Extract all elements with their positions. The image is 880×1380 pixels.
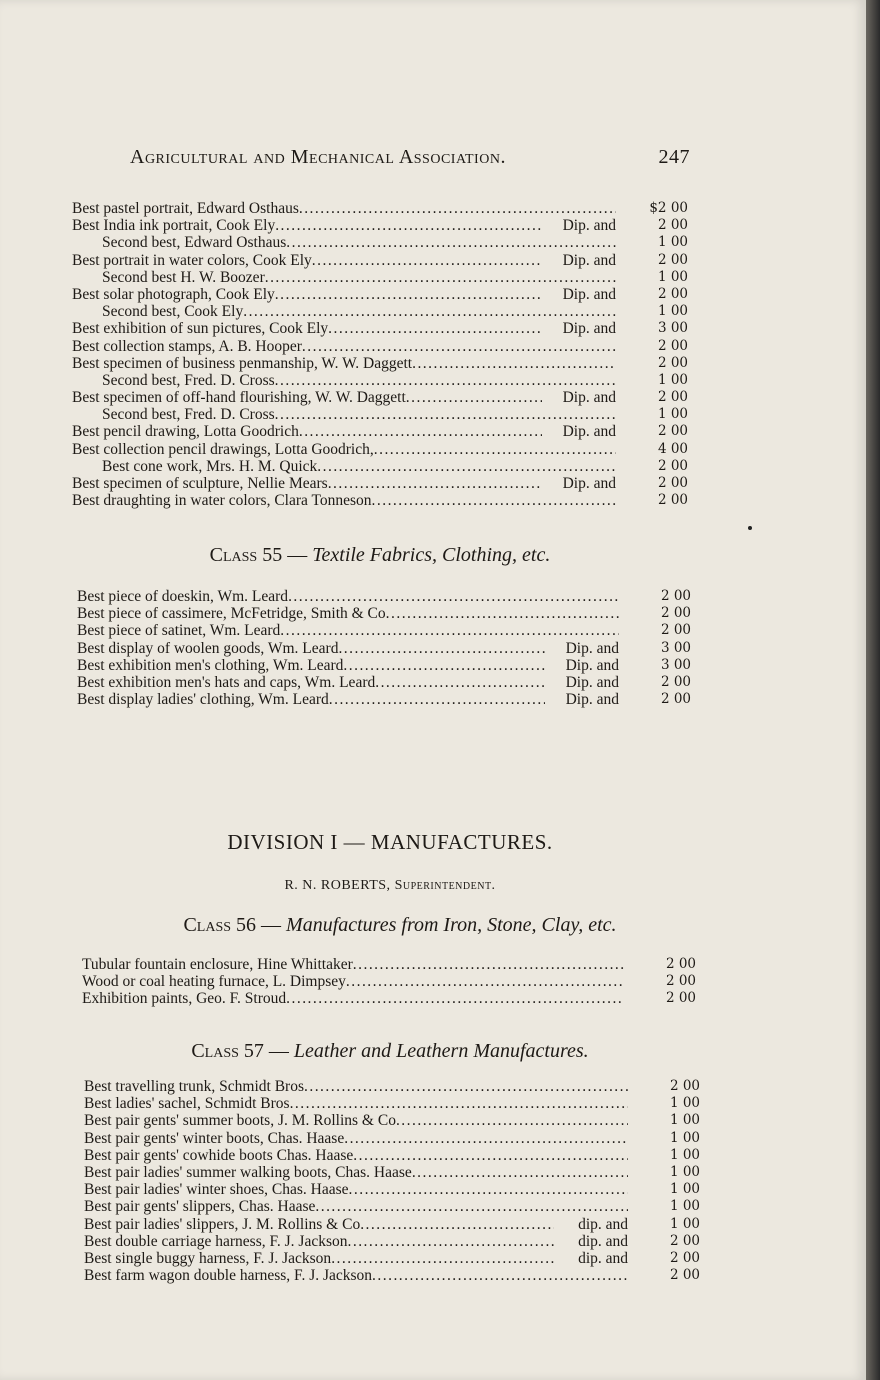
award-amount: 1 00 <box>669 1146 700 1163</box>
award-amount: 1 00 <box>669 1198 700 1215</box>
award-description: Best specimen of business penmanship, W. W. Daggett . . . <box>72 355 616 372</box>
award-description: Second best, Fred. D. Cross . . . <box>102 406 616 423</box>
award-note: Dip. and <box>562 285 616 303</box>
award-description: Best pair ladies' winter shoes, Chas. Haase . . . <box>84 1181 628 1198</box>
award-row <box>82 956 696 973</box>
award-description: Best India ink portrait, Cook Ely . . . <box>72 217 542 234</box>
award-description: Best specimen of sculpture, Nellie Mears . . . <box>72 475 542 492</box>
award-amount: 2 00 <box>665 973 696 990</box>
award-description: Best collection stamps, A. B. Hooper . . . <box>72 338 616 355</box>
award-description: Best exhibition of sun pictures, Cook Ely . . . <box>72 320 542 337</box>
award-amount: 3 00 <box>660 656 691 673</box>
award-row <box>82 990 696 1007</box>
award-description: Best piece of satinet, Wm. Leard . . . <box>77 622 619 639</box>
award-amount: 1 00 <box>669 1163 700 1180</box>
award-row <box>72 200 688 217</box>
award-row <box>84 1164 700 1181</box>
award-note: Dip. and <box>565 639 619 657</box>
award-description: Wood or coal heating furnace, L. Dimpsey . . . <box>82 973 624 990</box>
award-row <box>77 605 691 622</box>
award-description: Second best H. W. Boozer . . . <box>102 269 616 286</box>
award-description: Second best, Fred. D. Cross . . . <box>102 372 616 389</box>
page-edge-shadow <box>866 0 880 1380</box>
award-description: Best portrait in water colors, Cook Ely . . . <box>72 252 542 269</box>
award-amount: 2 00 <box>657 285 688 302</box>
award-amount: 2 00 <box>657 475 688 491</box>
award-row <box>84 1198 700 1215</box>
award-row <box>72 252 688 269</box>
award-note: dip. and <box>578 1232 628 1250</box>
class-56-label: Class 56 — <box>183 914 282 936</box>
running-head-title: Agricultural and Mechanical Association. <box>130 146 506 168</box>
award-row <box>84 1130 700 1147</box>
award-description: Best cone work, Mrs. H. M. Quick . . . <box>102 458 616 475</box>
award-row <box>77 640 691 657</box>
award-note: Dip. and <box>565 673 619 691</box>
award-description: Best pair gents' cowhide boots Chas. Haase . . . <box>84 1147 628 1164</box>
award-amount: 2 00 <box>660 622 691 639</box>
award-description: Best exhibition men's hats and caps, Wm. Leard . . . <box>77 674 545 691</box>
award-description: Best ladies' sachel, Schmidt Bros . . . <box>84 1095 628 1112</box>
award-description: Tubular fountain enclosure, Hine Whittaker . . . <box>82 956 624 973</box>
award-row <box>72 286 688 303</box>
superintendent-role: Superintendent. <box>394 878 496 893</box>
award-amount: 1 00 <box>669 1112 700 1129</box>
award-amount: 2 00 <box>660 588 691 604</box>
award-row <box>84 1216 700 1233</box>
award-amount: 2 00 <box>669 1249 700 1266</box>
award-row <box>84 1181 700 1198</box>
award-amount: 2 00 <box>657 354 688 371</box>
award-amount: 2 00 <box>669 1267 700 1284</box>
award-description: Best pencil drawing, Lotta Goodrich . . . <box>72 423 542 440</box>
award-note: dip. and <box>578 1249 628 1267</box>
award-amount: 2 00 <box>657 251 688 268</box>
award-row <box>77 588 691 605</box>
award-row <box>72 492 688 509</box>
award-note: Dip. and <box>562 217 616 235</box>
award-description: Best farm wagon double harness, F. J. Jackson . . . <box>84 1267 628 1284</box>
award-description: Best pair gents' summer boots, J. M. Rollins & Co . . . <box>84 1112 628 1129</box>
award-row <box>77 674 691 691</box>
award-description: Best pair ladies' summer walking boots, Chas. Haase . . . <box>84 1164 628 1181</box>
award-description: Best draughting in water colors, Clara Tonneson . . . <box>72 492 616 509</box>
award-amount: 2 00 <box>669 1232 700 1249</box>
award-amount: 2 00 <box>657 217 688 234</box>
award-amount: 1 00 <box>657 406 688 423</box>
award-row <box>72 234 688 251</box>
award-amount: 2 00 <box>657 337 688 354</box>
award-amount: 2 00 <box>657 457 688 474</box>
award-note: Dip. and <box>565 656 619 674</box>
award-row <box>72 355 688 372</box>
award-row <box>84 1267 700 1284</box>
page-number: 247 <box>658 146 690 168</box>
award-row <box>72 458 688 475</box>
award-row <box>84 1233 700 1250</box>
award-row <box>72 303 688 320</box>
award-description: Second best, Edward Osthaus . . . <box>102 234 616 251</box>
award-amount: 2 00 <box>657 423 688 440</box>
award-amount: 2 00 <box>657 492 688 509</box>
award-amount: $2 00 <box>649 200 688 216</box>
award-row <box>77 657 691 674</box>
class-56-title: Manufactures from Iron, Stone, Clay, etc. <box>286 914 617 936</box>
award-amount: 1 00 <box>669 1215 700 1232</box>
award-row <box>72 406 688 423</box>
award-row <box>84 1112 700 1129</box>
division-heading: DIVISION I — MANUFACTURES. <box>227 830 553 854</box>
award-amount: 2 00 <box>657 389 688 406</box>
award-note: Dip. and <box>562 251 616 269</box>
superintendent-name: R. N. ROBERTS, <box>284 878 391 893</box>
running-head <box>130 146 690 169</box>
award-list-class-57 <box>84 1078 700 1284</box>
superintendent-line <box>240 878 540 894</box>
award-amount: 1 00 <box>657 371 688 388</box>
award-list-class-55 <box>77 588 691 708</box>
award-note: Dip. and <box>562 320 616 338</box>
award-description: Best exhibition men's clothing, Wm. Leard . . . <box>77 657 545 674</box>
award-description: Best solar photograph, Cook Ely . . . <box>72 286 542 303</box>
award-amount: 1 00 <box>669 1129 700 1146</box>
award-row <box>84 1095 700 1112</box>
award-amount: 1 00 <box>657 268 688 285</box>
award-amount: 1 00 <box>657 303 688 320</box>
award-description: Best specimen of off-hand flourishing, W. W. Daggett . . . <box>72 389 542 406</box>
award-list-class-56 <box>82 956 696 1008</box>
award-amount: 2 00 <box>665 956 696 972</box>
award-amount: 2 00 <box>669 1078 700 1094</box>
award-description: Best piece of cassimere, McFetridge, Smith & Co . . . <box>77 605 619 622</box>
award-description: Best pair gents' winter boots, Chas. Haase . . . <box>84 1130 628 1147</box>
award-row <box>72 372 688 389</box>
award-description: Best piece of doeskin, Wm. Leard . . . <box>77 588 619 605</box>
award-description: Best double carriage harness, F. J. Jackson . . . <box>84 1233 554 1250</box>
class-57-heading <box>110 1040 670 1063</box>
award-row <box>72 475 688 492</box>
award-row <box>84 1078 700 1095</box>
award-row <box>72 441 688 458</box>
award-row <box>72 423 688 440</box>
award-row <box>72 217 688 234</box>
award-description: Best display of woolen goods, Wm. Leard . . . <box>77 640 545 657</box>
class-56-heading <box>100 914 700 937</box>
class-55-title: Textile Fabrics, Clothing, etc. <box>312 544 551 566</box>
class-55-label: Class 55 — <box>209 544 308 566</box>
award-description: Best collection pencil drawings, Lotta Goodrich, . . . <box>72 441 616 458</box>
award-row <box>84 1250 700 1267</box>
award-row <box>72 338 688 355</box>
award-row <box>84 1147 700 1164</box>
class-57-label: Class 57 — <box>191 1040 289 1062</box>
class-57-title: Leather and Leathern Manufactures. <box>293 1040 589 1062</box>
award-amount: 2 00 <box>660 673 691 690</box>
ink-speck <box>748 526 752 530</box>
award-row <box>72 269 688 286</box>
class-55-heading <box>120 544 640 567</box>
award-list-art <box>72 200 688 509</box>
award-note: Dip. and <box>565 691 619 709</box>
award-amount: 1 00 <box>657 234 688 251</box>
award-note: Dip. and <box>562 475 616 492</box>
award-note: Dip. and <box>562 423 616 441</box>
award-amount: 2 00 <box>665 990 696 1007</box>
award-row <box>82 973 696 990</box>
award-amount: 3 00 <box>657 320 688 337</box>
award-amount: 1 00 <box>669 1095 700 1112</box>
award-amount: 2 00 <box>660 691 691 708</box>
award-description: Exhibition paints, Geo. F. Stroud . . . <box>82 990 624 1007</box>
award-note: dip. and <box>578 1215 628 1233</box>
award-description: Best pair ladies' slippers, J. M. Rollins & Co . . . <box>84 1216 554 1233</box>
award-amount: 1 00 <box>669 1181 700 1198</box>
award-amount: 4 00 <box>657 440 688 457</box>
award-row <box>77 622 691 639</box>
award-description: Best pastel portrait, Edward Osthaus . . . <box>72 200 616 217</box>
award-amount: 2 00 <box>660 605 691 622</box>
award-row <box>72 389 688 406</box>
award-amount: 3 00 <box>660 639 691 656</box>
award-row <box>77 691 691 708</box>
award-note: Dip. and <box>562 389 616 407</box>
award-description: Best single buggy harness, F. J. Jackson . . . <box>84 1250 554 1267</box>
award-description: Best display ladies' clothing, Wm. Leard . . . <box>77 691 545 708</box>
award-description: Second best, Cook Ely . . . <box>102 303 616 320</box>
award-description: Best pair gents' slippers, Chas. Haase . . . <box>84 1198 628 1215</box>
award-description: Best travelling trunk, Schmidt Bros . . . <box>84 1078 628 1095</box>
award-row <box>72 320 688 337</box>
